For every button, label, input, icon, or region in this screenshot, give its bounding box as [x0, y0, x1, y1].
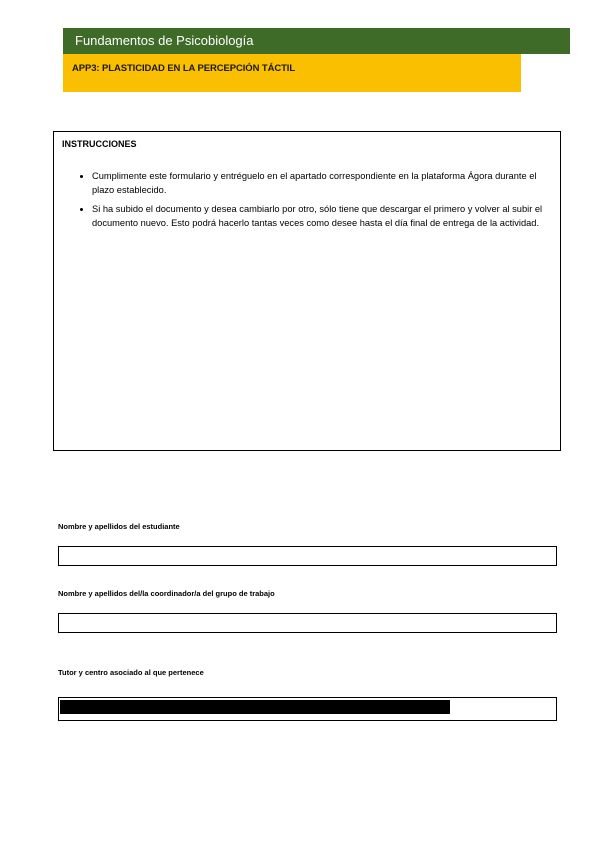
redaction-block	[60, 700, 450, 714]
course-title-bar	[63, 28, 570, 54]
tutor-center-field[interactable]	[58, 697, 557, 721]
activity-title-bar	[63, 54, 521, 92]
instructions-box	[53, 131, 561, 451]
instruction-item: • Cumplimente este formulario y entréguelo en el apartado correspondiente en la plataforma Ágora durante el plazo establecido.	[92, 169, 552, 197]
instruction-item: • Si ha subido el documento y desea cambiarlo por otro, sólo tiene que descargar el primero y volver al subir el documento nuevo. Esto podrá hacerlo tantas veces como desee hasta el día final de entrega de la actividad.	[92, 202, 552, 230]
coordinator-name-field[interactable]	[58, 613, 557, 633]
student-name-field[interactable]	[58, 546, 557, 566]
instructions-list	[62, 169, 552, 230]
student-name-label: Nombre y apellidos del estudiante	[58, 522, 180, 531]
tutor-center-label: Tutor y centro asociado al que pertenece	[58, 668, 204, 677]
coordinator-name-label: Nombre y apellidos del/la coordinador/a del grupo de trabajo	[58, 589, 275, 598]
course-title: Fundamentos de Psicobiología	[75, 33, 254, 48]
instructions-title: INSTRUCCIONES	[62, 139, 137, 149]
activity-title: APP3: PLASTICIDAD EN LA PERCEPCIÓN TÁCTIL	[72, 63, 296, 74]
